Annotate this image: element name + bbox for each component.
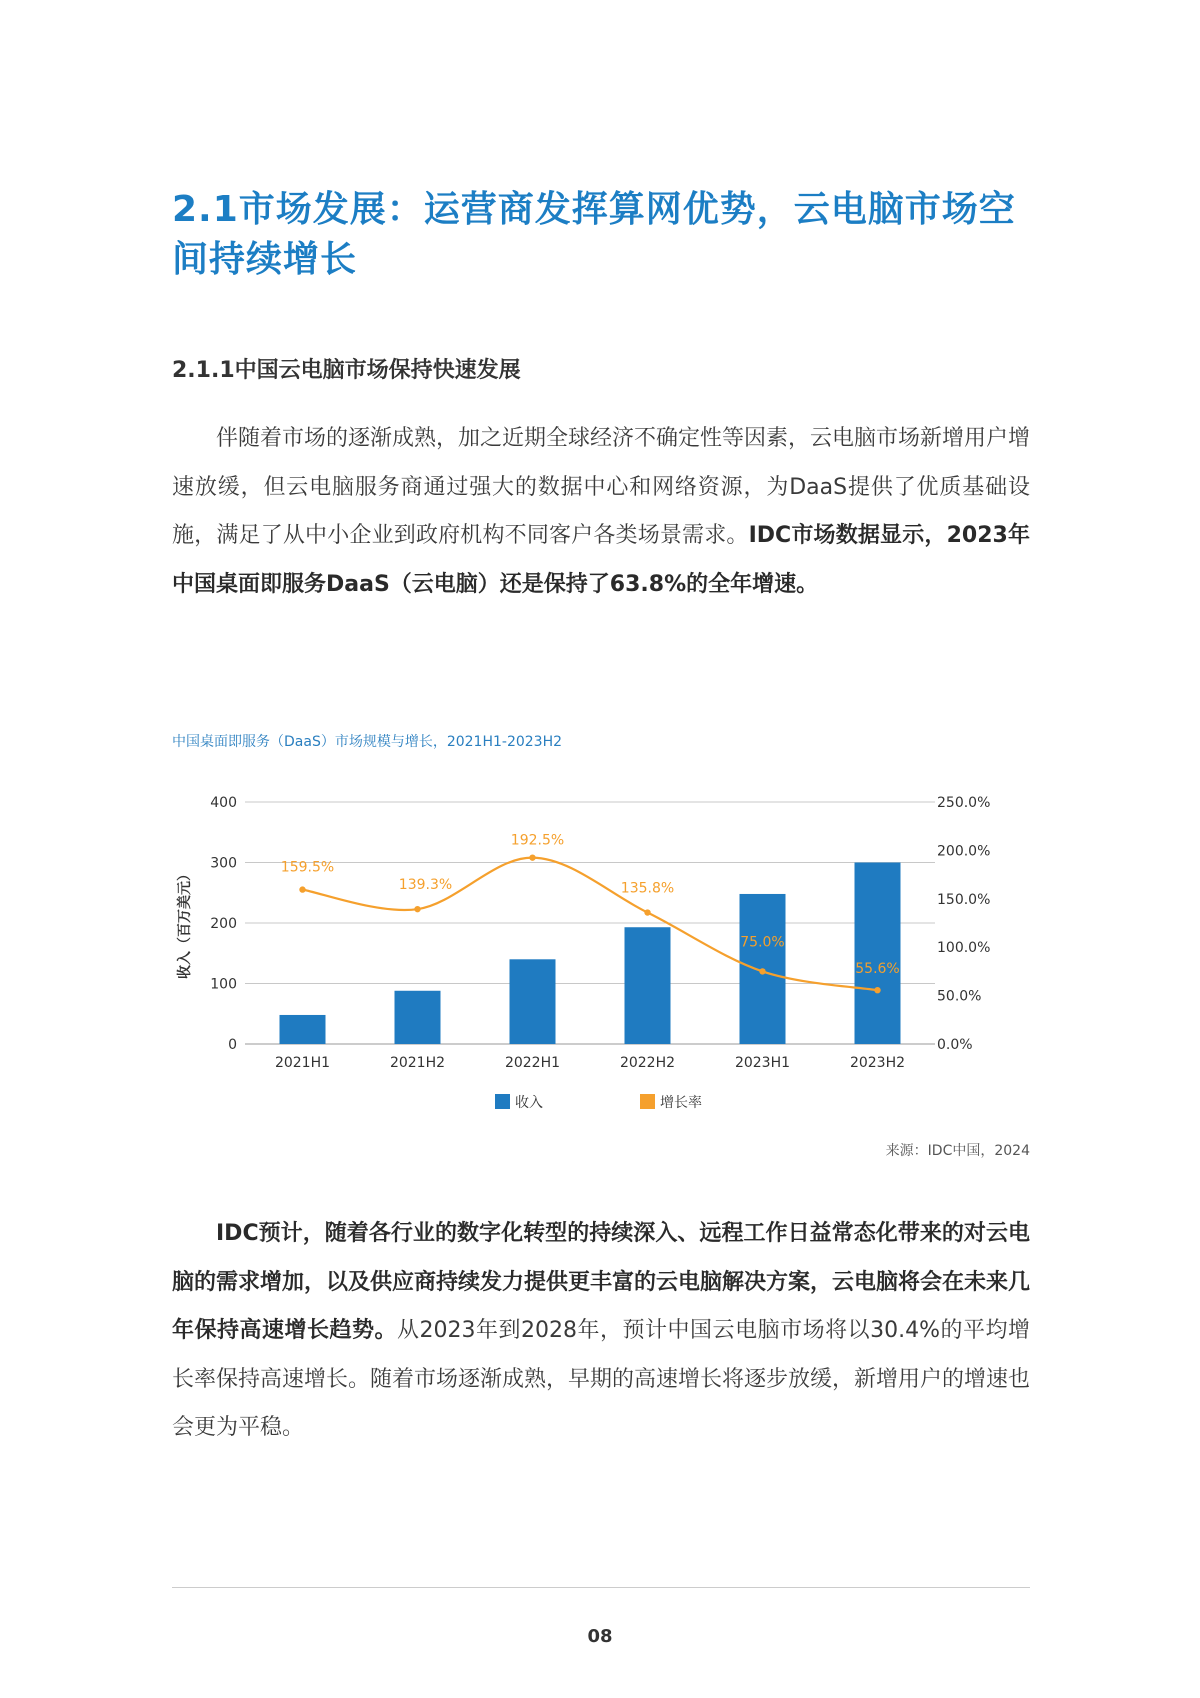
- bar-2021H1: [280, 1015, 326, 1044]
- chart-bars: [280, 863, 901, 1045]
- legend-label-revenue: 收入: [515, 1095, 543, 1111]
- x-axis-tick-label: 2021H1: [274, 1055, 331, 1071]
- y2-axis-tick-label: 150.0%: [937, 891, 991, 908]
- y2-axis-tick-label: 0.0%: [937, 1037, 973, 1053]
- paragraph-highlight: IDC市场数据显示，2023年中国桌面即服务DaaS（云电脑）还是保持了63.8%的全年增速。: [172, 523, 1030, 597]
- growth-rate-label: 135.8%: [620, 880, 675, 897]
- x-axis-tick-label: 2022H2: [619, 1055, 676, 1071]
- growth-rate-label: 75.0%: [740, 934, 785, 951]
- growth-rate-point: [644, 909, 650, 915]
- bar-2021H2: [395, 991, 441, 1044]
- y-axis-tick-label: 400: [210, 795, 237, 811]
- bar-2022H1: [510, 959, 556, 1044]
- x-axis-tick-label: 2022H1: [504, 1055, 561, 1071]
- x-axis-tick-label: 2023H1: [734, 1055, 791, 1071]
- bar-2023H2: [855, 863, 901, 1045]
- paragraph-text: 从2023年到2028年，预计中国云电脑市场将以30.4%的平均增长率保持高速增长。随着市场逐渐成熟，早期的高速增长将逐步放缓，新增用户的增速也会更为平稳。: [172, 1318, 1031, 1440]
- growth-rate-label: 192.5%: [510, 832, 565, 849]
- chart-legend: [495, 1094, 702, 1111]
- chart-title: 中国桌面即服务（DaaS）市场规模与增长，2021H1-2023H2: [172, 734, 563, 750]
- source-note: 来源：IDC中国，2024: [885, 1143, 1030, 1159]
- growth-rate-point: [759, 968, 765, 974]
- growth-rate-label: 55.6%: [855, 961, 900, 978]
- y-axis-tick-label: 300: [210, 855, 237, 872]
- growth-rate-point: [874, 987, 880, 993]
- y2-axis-tick-label: 200.0%: [937, 843, 991, 860]
- section-title: 2.1市场发展：运营商发挥算网优势，云电脑市场空间持续增长: [172, 189, 1016, 280]
- growth-rate-point: [299, 886, 305, 892]
- paragraph-text: 伴随着市场的逐渐成熟，加之近期全球经济不确定性等因素，云电脑市场新增用户增速放缓，但云电脑服务商通过强大的数据中心和网络资源，为DaaS提供了优质基础设施，满足了从中小企业到政府机构不同客户各类场景需求。: [172, 426, 1031, 548]
- growth-rate-point: [414, 906, 420, 912]
- chart-growth-line: [299, 854, 880, 993]
- x-axis-tick-label: 2021H2: [389, 1055, 446, 1071]
- footer-divider: [172, 1587, 1030, 1588]
- x-axis-tick-label: 2023H2: [849, 1055, 906, 1071]
- legend-label-growth: 增长率: [660, 1095, 702, 1111]
- bar-2022H2: [625, 927, 671, 1044]
- chart-gridlines: [245, 802, 935, 1044]
- growth-rate-point: [529, 854, 535, 860]
- legend-swatch-revenue: [495, 1094, 510, 1109]
- subsection-title: 2.1.1中国云电脑市场保持快速发展: [172, 358, 521, 383]
- legend-swatch-growth: [640, 1094, 655, 1109]
- y2-axis-tick-label: 50.0%: [937, 988, 982, 1005]
- growth-rate-label: 139.3%: [398, 877, 453, 894]
- y-axis-title: 收入（百万美元）: [177, 867, 193, 979]
- y-axis-tick-label: 200: [210, 916, 237, 932]
- y2-axis-tick-label: 250.0%: [937, 795, 991, 811]
- y-axis-tick-label: 100: [210, 976, 237, 993]
- paragraph-forecast: [172, 1210, 1030, 1453]
- growth-rate-line: [303, 858, 878, 991]
- y-axis-tick-label: 0: [228, 1037, 237, 1053]
- growth-rate-label: 159.5%: [280, 859, 335, 876]
- page-number: 08: [587, 1626, 613, 1647]
- paragraph-highlight: IDC预计，随着各行业的数字化转型的持续深入、远程工作日益常态化带来的对云电脑的需求增加，以及供应商持续发力提供更丰富的云电脑解决方案，云电脑将会在未来几年保持高速增长趋势。: [172, 1221, 1031, 1343]
- y2-axis-tick-label: 100.0%: [937, 940, 991, 957]
